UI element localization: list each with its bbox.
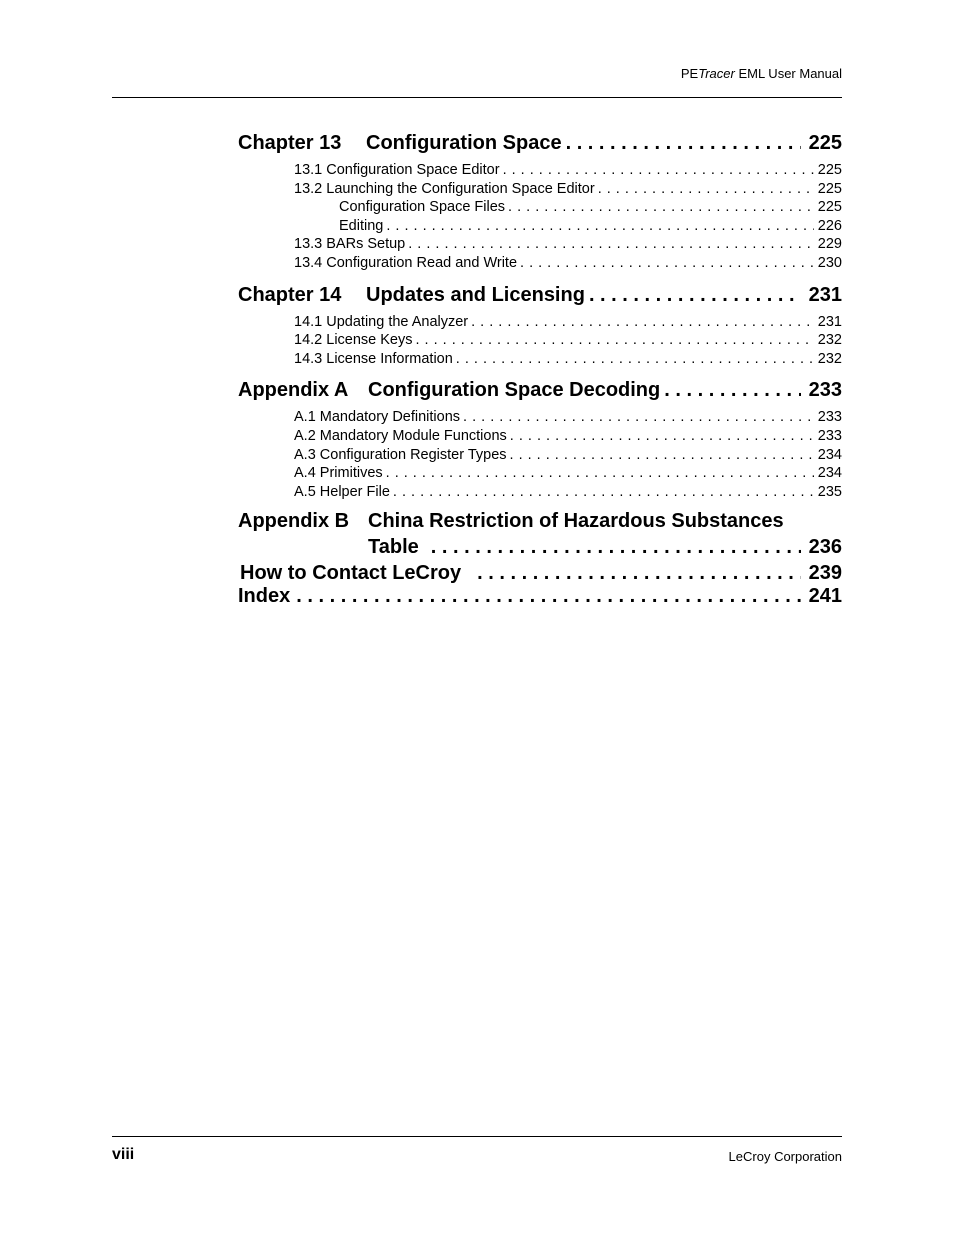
entry-page: 232 — [817, 332, 842, 349]
toc-entry[interactable] — [238, 314, 842, 333]
toc-entry[interactable] — [238, 236, 842, 255]
chapter-page: 225 — [808, 132, 842, 154]
dot-leader — [664, 379, 800, 402]
entry-page: 229 — [817, 236, 842, 253]
dot-leader — [296, 585, 800, 608]
dot-leader — [589, 284, 801, 307]
entry-title: 14.2 License Keys — [294, 332, 413, 349]
entry-page: 234 — [817, 465, 842, 482]
chapter-title: Index — [238, 585, 291, 608]
dot-leader — [477, 562, 801, 585]
chapter-title: How to Contact LeCroy — [240, 562, 462, 585]
chapter-title: Configuration Space — [366, 132, 562, 154]
entry-page: 233 — [817, 427, 842, 444]
chapter-title-line2: Table — [368, 536, 419, 559]
toc-entry[interactable] — [238, 465, 842, 484]
dot-leader — [393, 484, 814, 500]
toc-entry[interactable] — [238, 351, 842, 370]
chapter-label: Chapter 13 — [238, 132, 342, 154]
chapter-page: 233 — [808, 379, 842, 402]
toc-entry[interactable] — [238, 447, 842, 466]
chapter-label: Appendix A — [238, 379, 349, 402]
toc-appendix-b[interactable] — [238, 510, 842, 562]
chapter-label: Chapter 14 — [238, 283, 342, 306]
entry-page: 235 — [817, 483, 842, 500]
dot-leader — [386, 218, 813, 234]
chapter-page: 231 — [808, 283, 842, 306]
entry-page: 225 — [817, 162, 842, 178]
entry-page: 225 — [817, 180, 842, 197]
entry-title: 13.2 Launching the Configuration Space Editor — [294, 180, 595, 197]
entry-page: 232 — [817, 350, 842, 367]
chapter-page: 239 — [808, 562, 842, 585]
toc-entry[interactable] — [238, 428, 842, 447]
toc-entry[interactable] — [238, 199, 842, 218]
header-title-suffix: EML User Manual — [734, 66, 842, 81]
entry-page: 225 — [817, 199, 842, 216]
toc-appendix-a[interactable] — [238, 379, 842, 409]
chapter-title: Configuration Space Decoding — [368, 379, 661, 402]
running-header — [112, 66, 842, 81]
chapter-page: 241 — [808, 585, 842, 608]
toc-entry[interactable] — [238, 181, 842, 200]
dot-leader — [471, 314, 814, 330]
entry-title: Editing — [339, 217, 384, 234]
toc-entry[interactable] — [238, 218, 842, 237]
entry-title: A.1 Mandatory Definitions — [294, 409, 461, 426]
entry-title: A.3 Configuration Register Types — [294, 446, 507, 463]
dot-leader — [456, 351, 814, 367]
entry-title: 14.1 Updating the Analyzer — [294, 313, 469, 330]
toc-entry[interactable] — [238, 255, 842, 274]
dot-leader — [510, 447, 814, 463]
entry-title: 13.1 Configuration Space Editor — [294, 162, 500, 178]
chapter-title: Updates and Licensing — [366, 283, 585, 306]
entry-title: 13.4 Configuration Read and Write — [294, 254, 518, 271]
dot-leader — [431, 536, 801, 559]
entry-page: 226 — [817, 217, 842, 234]
dot-leader — [463, 409, 814, 425]
dot-leader — [510, 428, 814, 444]
footer-rule — [112, 1136, 842, 1137]
dot-leader — [598, 181, 814, 197]
table-of-contents — [238, 132, 842, 615]
entry-page: 234 — [817, 446, 842, 463]
entry-title: 13.3 BARs Setup — [294, 236, 406, 253]
toc-index[interactable] — [238, 585, 842, 615]
dot-leader — [416, 332, 814, 348]
chapter-label: Appendix B — [238, 510, 350, 533]
toc-entry[interactable] — [238, 332, 842, 351]
footer-company: LeCroy Corporation — [728, 1149, 842, 1164]
chapter-title-line1: China Restriction of Hazardous Substances — [368, 510, 784, 533]
dot-leader — [408, 236, 814, 252]
header-rule — [112, 97, 842, 98]
entry-page: 230 — [817, 254, 842, 271]
toc-entry[interactable] — [238, 409, 842, 428]
toc-entry[interactable] — [238, 162, 842, 181]
dot-leader — [520, 255, 814, 271]
dot-leader — [503, 162, 814, 178]
entry-title: A.5 Helper File — [294, 483, 390, 500]
entry-title: A.2 Mandatory Module Functions — [294, 427, 507, 444]
toc-chapter-13[interactable] — [238, 132, 842, 162]
entry-title: A.4 Primitives — [294, 465, 383, 482]
dot-leader — [508, 199, 814, 215]
toc-entry[interactable] — [238, 484, 842, 503]
entry-title: 14.3 License Information — [294, 350, 453, 367]
entry-page: 233 — [817, 409, 842, 426]
footer-page-number: viii — [112, 1146, 135, 1163]
dot-leader — [386, 465, 814, 481]
header-title-italic: Tracer — [698, 66, 735, 81]
chapter-page: 236 — [808, 536, 842, 559]
dot-leader — [566, 132, 801, 155]
entry-title: Configuration Space Files — [339, 199, 506, 216]
header-title-prefix: PE — [680, 66, 699, 81]
toc-chapter-14[interactable] — [238, 284, 842, 314]
toc-contact[interactable] — [238, 562, 842, 585]
entry-page: 231 — [817, 313, 842, 330]
